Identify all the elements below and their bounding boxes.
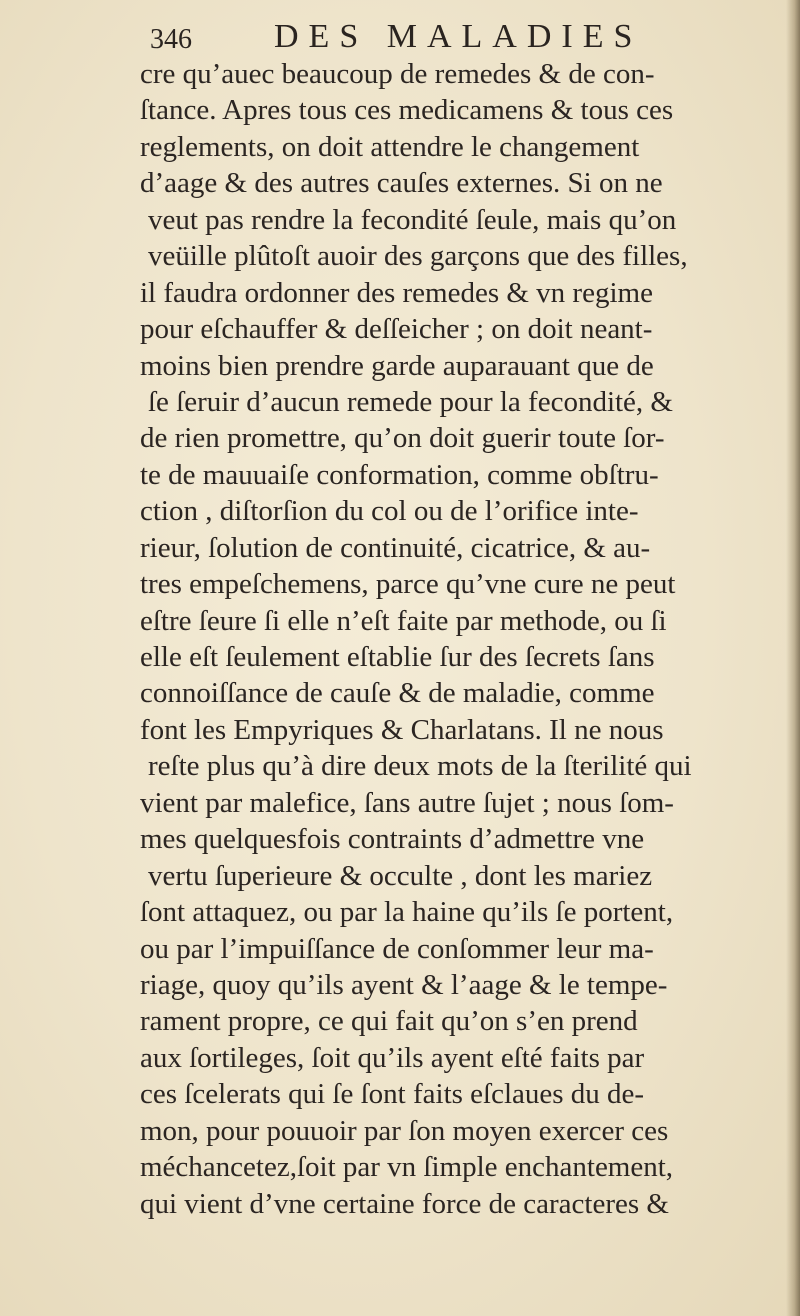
text-line: elle eſt ſeulement eſtablie ſur des ſecrets ſans: [140, 641, 655, 673]
text-line: tres empeſchemens, parce qu’vne cure ne peut: [140, 568, 676, 601]
running-head: DES MALADIES: [274, 18, 643, 55]
text-line: rament propre, ce qui fait qu’on s’en prend: [140, 1005, 638, 1038]
text-line: aux ſortileges, ſoit qu’ils ayent eſté faits par: [140, 1041, 645, 1074]
text-line: eſtre ſeure ſi elle n’eſt faite par methode, ou ſi: [140, 604, 667, 637]
text-line: font les Empyriques & Charlatans. Il ne nous: [140, 713, 664, 746]
text-line: méchancetez,ſoit par vn ſimple enchantement,: [140, 1151, 674, 1184]
text-line: qui vient d’vne certaine force de caracteres &: [140, 1187, 669, 1220]
binding-shadow: [786, 0, 800, 1316]
text-line: connoiſſance de cauſe & de maladie, comme: [140, 677, 655, 710]
text-line: d’aage & des autres cauſes externes. Si on ne: [140, 167, 663, 200]
text-line: mes quelquesfois contraints d’admettre vne: [140, 823, 645, 856]
text-line: ction , diſtorſion du col ou de l’orifice inte-: [140, 495, 639, 528]
text-line: vient par malefice, ſans autre ſujet ; nous ſom-: [140, 786, 674, 819]
text-line: ſe ſeruir d’aucun remede pour la fecondité, &: [148, 385, 673, 418]
text-line: ou par l’impuiſſance de conſommer leur ma-: [140, 932, 654, 965]
text-line: rieur, ſolution de continuité, cicatrice, & au-: [140, 531, 651, 564]
text-line: ſont attaquez, ou par la haine qu’ils ſe portent,: [140, 896, 674, 929]
body-text: [140, 56, 740, 1222]
text-line: moins bien prendre garde auparauant que de: [140, 349, 654, 382]
text-line: vertu ſuperieure & occulte , dont les mariez: [148, 859, 653, 892]
text-line: de rien promettre, qu’on doit guerir toute ſor-: [140, 422, 665, 455]
page-number: 346: [150, 24, 192, 55]
text-line: il faudra ordonner des remedes & vn regime: [140, 276, 653, 309]
text-line: veut pas rendre la fecondité ſeule, mais qu’on: [148, 203, 677, 236]
text-line: reglements, on doit attendre le changement: [140, 130, 640, 163]
text-line: te de mauuaiſe conformation, comme obſtru-: [140, 458, 659, 491]
text-line: ces ſcelerats qui ſe ſont faits eſclaues du de-: [140, 1078, 645, 1111]
text-line: ſtance. Apres tous ces medicamens & tous ces: [140, 94, 674, 127]
text-line: veüille plûtoſt auoir des garçons que des filles,: [148, 240, 688, 273]
text-line: pour eſchauffer & deſſeicher ; on doit neant-: [140, 313, 653, 346]
text-line: riage, quoy qu’ils ayent & l’aage & le tempe-: [140, 968, 668, 1001]
text-line: mon, pour pouuoir par ſon moyen exercer ces: [140, 1114, 669, 1147]
text-line: cre qu’auec beaucoup de remedes & de con-: [140, 58, 655, 90]
text-line: reſte plus qu’à dire deux mots de la ſterilité qui: [148, 750, 692, 783]
